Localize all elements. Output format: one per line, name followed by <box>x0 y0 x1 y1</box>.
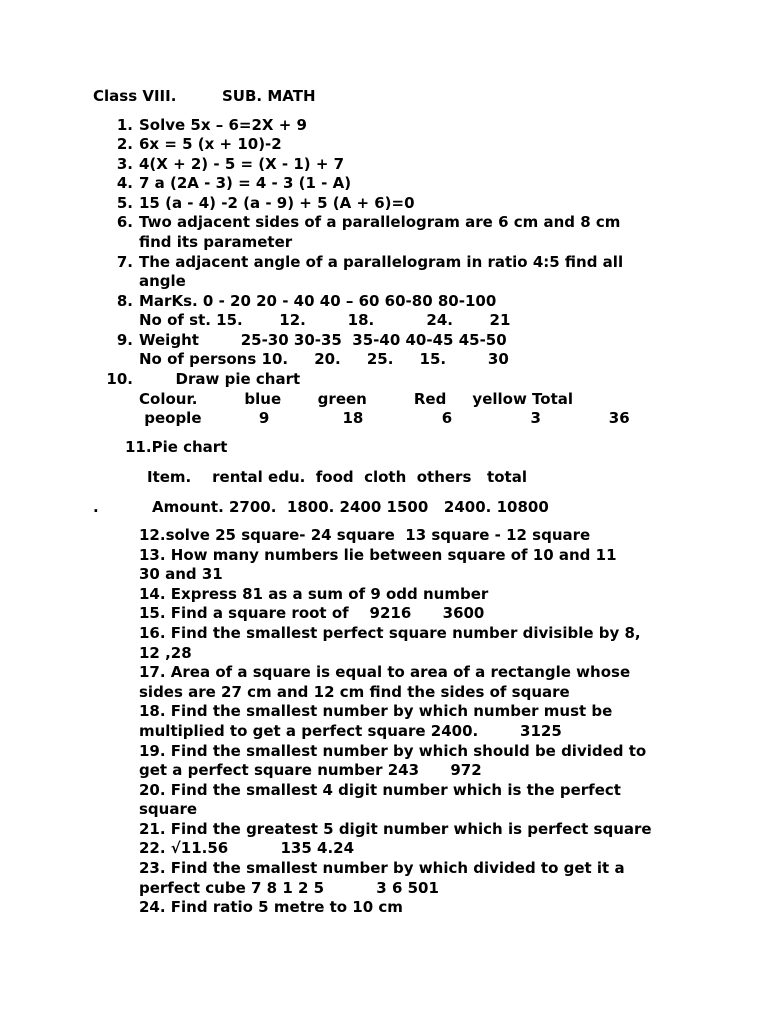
question-text: 18. Find the smallest number by which number must be <box>139 702 613 720</box>
question-text: The adjacent angle of a parallelogram in ratio 4:5 find all <box>139 253 624 271</box>
question-text-continued: 12 ,28 <box>139 644 192 662</box>
items-row: Item. rental edu. food cloth others total <box>147 468 527 486</box>
question-text: 22. √11.56 135 4.24 <box>139 839 355 857</box>
question-text-continued: perfect cube 7 8 1 2 5 3 6 501 <box>139 879 439 897</box>
question-number: 4. <box>116 174 133 192</box>
amount-row: Amount. 2700. 1800. 2400 1500 2400. 10800 <box>152 498 549 516</box>
question-number: 1. <box>116 116 133 134</box>
question-number: 8. <box>116 292 133 310</box>
question-text-continued: get a perfect square number 243 972 <box>139 761 482 779</box>
students-row: No of st. 15. 12. 18. 24. 21 <box>139 311 511 329</box>
question-number: 6. <box>116 213 133 231</box>
class-label: Class VIII. <box>93 87 177 105</box>
question-text-continued: angle <box>139 272 186 290</box>
weight-row: Weight 25-30 30-35 35-40 40-45 45-50 <box>139 331 507 349</box>
question-text: 23. Find the smallest number by which divided to get it a <box>139 859 625 877</box>
colour-row: Colour. blue green Red yellow Total <box>139 390 574 408</box>
question-text: 6x = 5 (x + 10)-2 <box>139 135 282 153</box>
people-row: people 9 18 6 3 36 <box>139 409 630 427</box>
question-text: 7 a (2A - 3) = 4 - 3 (1 - A) <box>139 174 352 192</box>
question-number: 2. <box>116 135 133 153</box>
question-text: 16. Find the smallest perfect square number divisible by 8, <box>139 624 641 642</box>
question-text: Two adjacent sides of a parallelogram are 6 cm and 8 cm <box>139 213 621 231</box>
question-text: Solve 5x – 6=2X + 9 <box>139 116 307 134</box>
question-text: 15 (a - 4) -2 (a - 9) + 5 (A + 6)=0 <box>139 194 415 212</box>
marks-row: MarKs. 0 - 20 20 - 40 40 – 60 60-80 80-100 <box>139 292 497 310</box>
question-text: 13. How many numbers lie between square of 10 and 11 <box>139 546 617 564</box>
question-text: 12.solve 25 square- 24 square 13 square - 12 square <box>139 526 591 544</box>
question-text: 19. Find the smallest number by which should be divided to <box>139 742 647 760</box>
question-text: 20. Find the smallest 4 digit number which is the perfect <box>139 781 621 799</box>
question-title: 11.Pie chart <box>125 438 228 456</box>
question-number: 10. <box>106 370 133 388</box>
question-text: 4(X + 2) - 5 = (X - 1) + 7 <box>139 155 345 173</box>
question-text-continued: sides are 27 cm and 12 cm find the sides of square <box>139 683 570 701</box>
question-text: Draw pie chart <box>139 370 301 388</box>
question-text-continued: multiplied to get a perfect square 2400. 3125 <box>139 722 562 740</box>
subject-label: SUB. MATH <box>222 87 316 105</box>
question-number: 9. <box>116 331 133 349</box>
question-text-continued: find its parameter <box>139 233 293 251</box>
question-text: 17. Area of a square is equal to area of a rectangle whose <box>139 663 631 681</box>
question-number: 7. <box>116 253 133 271</box>
question-text: 21. Find the greatest 5 digit number which is perfect square <box>139 820 652 838</box>
question-text-continued: square <box>139 800 198 818</box>
stray-dot: . <box>93 498 99 516</box>
question-text: 15. Find a square root of 9216 3600 <box>139 604 485 622</box>
question-text: 14. Express 81 as a sum of 9 odd number <box>139 585 489 603</box>
question-number: 3. <box>116 155 133 173</box>
question-number: 5. <box>116 194 133 212</box>
question-text-continued: 30 and 31 <box>139 565 223 583</box>
persons-row: No of persons 10. 20. 25. 15. 30 <box>139 350 509 368</box>
question-text: 24. Find ratio 5 metre to 10 cm <box>139 898 403 916</box>
